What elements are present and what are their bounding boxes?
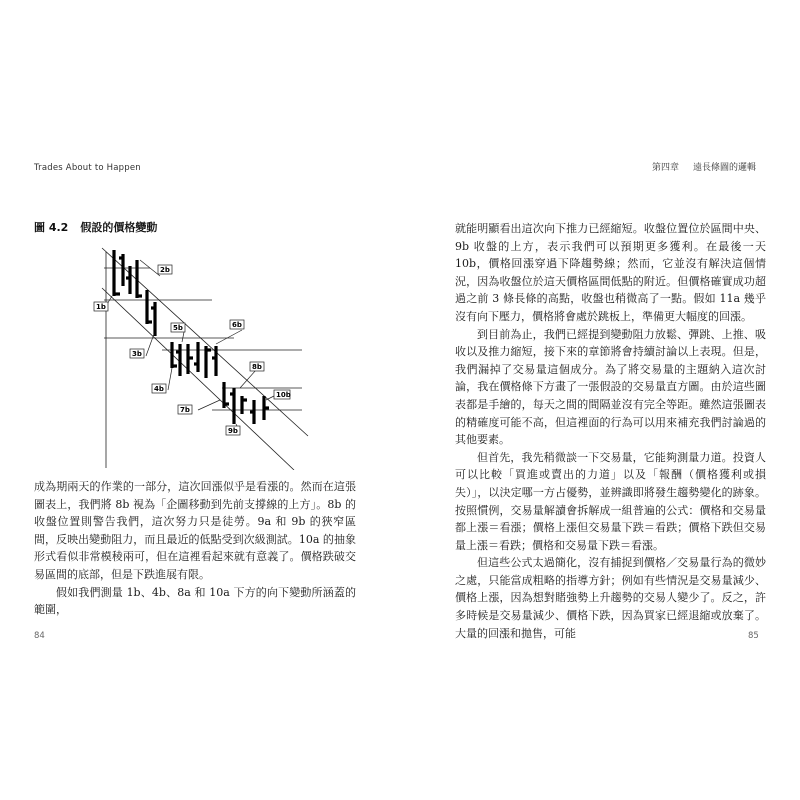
figure-number: 圖 4.2 xyxy=(34,221,69,234)
running-head-right xyxy=(638,160,756,173)
figure-title: 假設的價格變動 xyxy=(80,221,158,234)
label-3b: 3b xyxy=(132,350,142,358)
chapter-title: 遠長條圖的邏輯 xyxy=(692,163,756,173)
paragraph: 到目前為止，我們已經提到變動阻力放鬆、彈跳、上推、吸收以及推力縮短，接下來的章節將會持續討論以上表現。但是，我們漏掉了交易量這個成分。為了將交易量的主題納入這次討論，我在價格條下方畫了一張假設的交易量直方圖。由於這些圖表都是手繪的，每天之間的間隔並沒有完全等距。雖然這張圖表的精確度可能不高，但這裡面的行為可以用來補充我們討論過的其他要素。 xyxy=(455,327,766,447)
label-2b: 2b xyxy=(160,266,170,274)
price-bar-illustration xyxy=(92,238,312,470)
paragraph: 但這些公式太過簡化，沒有捕捉到價格／交易量行為的微妙之處，只能當成粗略的指導方針；例如有些情況是交易量減少、價格上漲，因為想對賭強勢上升趨勢的交易人變少了。反之，許多時候是交易量減少、價格下跌，因為買家已經退縮或放棄了。大量的回漲和拋售，可能 xyxy=(455,556,766,640)
running-head-left: Trades About to Happen xyxy=(34,163,141,173)
lower-trend-line xyxy=(102,288,294,470)
label-10b: 10b xyxy=(276,391,291,399)
label-5b: 5b xyxy=(173,324,183,332)
page-number-right: 85 xyxy=(748,631,759,641)
upper-trend-line xyxy=(102,248,308,436)
paragraph: 就能明顯看出這次向下推力已經縮短。收盤位置位於區間中央、9b 收盤的上方，表示我們可以預期更多獲利。在最後一天 10b，價格回漲穿過下降趨勢線；然而，它並沒有解決這個情況，因為收盤位於這天價格區間低點的附近。但價格確實成功超過之前 3 條長條的高點，收盤也稍微高了一點。假如 11a 幾乎沒有向下壓力，價格將會處於跳板上，準備更大幅度的回漲。 xyxy=(455,222,766,323)
label-6b: 6b xyxy=(232,321,242,329)
label-1b: 1b xyxy=(96,303,106,311)
price-bars xyxy=(114,250,269,424)
chapter-number: 第四章 xyxy=(651,163,679,173)
right-page-body xyxy=(455,220,766,642)
page-number-left: 84 xyxy=(34,631,45,641)
paragraph: 但首先，我先稍微談一下交易量，它能夠測量力道。投資人可以比較「買進或賣出的力道」以及「報酬（價格獲利或損失）」，以決定哪一方占優勢，並辨識即將發生趨勢變化的跡象。按照慣例，交易量解讀會拆解成一組普遍的公式：價格和交易量都上漲＝看漲；價格上漲但交易量下跌＝看跌；價格下跌但交易量上漲＝看跌；價格和交易量下跌＝看漲。 xyxy=(455,450,766,552)
figure-caption xyxy=(34,219,157,235)
label-9b: 9b xyxy=(228,427,238,435)
label-8b: 8b xyxy=(252,363,262,371)
label-4b: 4b xyxy=(154,385,164,393)
left-page-body xyxy=(34,478,356,619)
paragraph: 假如我們測量 1b、4b、8a 和 10a 下方的向下變動所涵蓋的範圍， xyxy=(34,585,356,617)
label-7b: 7b xyxy=(180,406,190,414)
paragraph: 成為期兩天的作業的一部分，這次回漲似乎是看漲的。然而在這張圖表上，我們將 8b 視為「企圖移動到先前支撐線的上方」。8b 的收盤位置則警告我們，這次努力只是徒勞。9a 和 9b 的狹窄區間，反映出變動阻力，而且最近的低點受到次級測試。10a 的抽象形式看似非常模稜兩可，但在這裡看起來就有意義了。價格跌破交易區間的底部，但是下跌進展有限。 xyxy=(34,480,356,581)
